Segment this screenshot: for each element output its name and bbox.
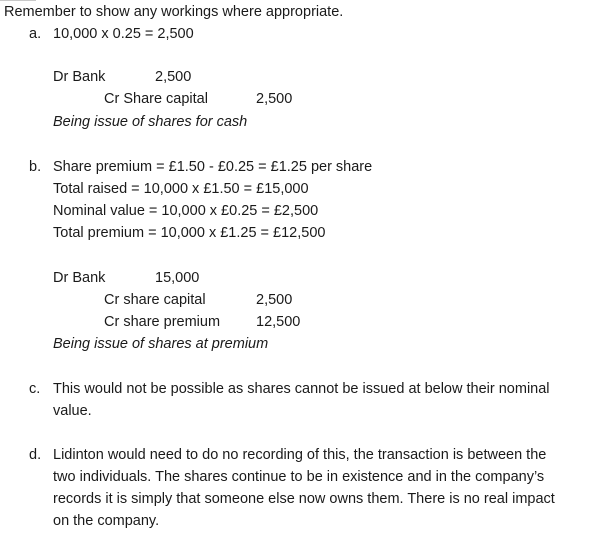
d-line: records it is simply that someone else now owns them. There is no real impact	[53, 491, 555, 507]
d-line: on the company.	[53, 513, 160, 529]
a-dr-amount: 2,500	[155, 69, 192, 85]
a-calculation: 10,000 x 0.25 = 2,500	[53, 26, 194, 42]
a-dr-label: Dr Bank	[53, 69, 106, 85]
b-cr1-label: Cr share capital	[104, 292, 206, 308]
c-line: This would not be possible as shares cannot be issued at below their nominal	[53, 381, 550, 397]
a-cr-amount: 2,500	[256, 91, 293, 107]
a-cr-label: Cr Share capital	[104, 91, 208, 107]
b-line: Share premium = £1.50 - £0.25 = £1.25 per share	[53, 159, 373, 175]
b-cr2-amount: 12,500	[256, 314, 301, 330]
marker-d: d.	[29, 447, 42, 463]
b-dr-label: Dr Bank	[53, 270, 106, 286]
d-line: Lidinton would need to do no recording of this, the transaction is between the	[53, 447, 547, 463]
marker-a: a.	[29, 26, 42, 42]
b-dr-amount: 15,000	[155, 270, 200, 286]
b-line: Total raised = 10,000 x £1.50 = £15,000	[53, 181, 309, 197]
b-cr2-label: Cr share premium	[104, 314, 221, 330]
b-line: Total premium = 10,000 x £1.25 = £12,500	[53, 225, 326, 241]
b-narrative: Being issue of shares at premium	[53, 336, 269, 352]
b-line: Nominal value = 10,000 x £0.25 = £2,500	[53, 203, 319, 219]
intro-text: Remember to show any workings where appropriate.	[4, 4, 344, 20]
marker-c: c.	[29, 381, 41, 397]
b-cr1-amount: 2,500	[256, 292, 293, 308]
d-line: two individuals. The shares continue to be in existence and in the company’s	[53, 469, 545, 485]
c-line: value.	[53, 403, 92, 419]
marker-b: b.	[29, 159, 42, 175]
a-narrative: Being issue of shares for cash	[53, 114, 248, 130]
